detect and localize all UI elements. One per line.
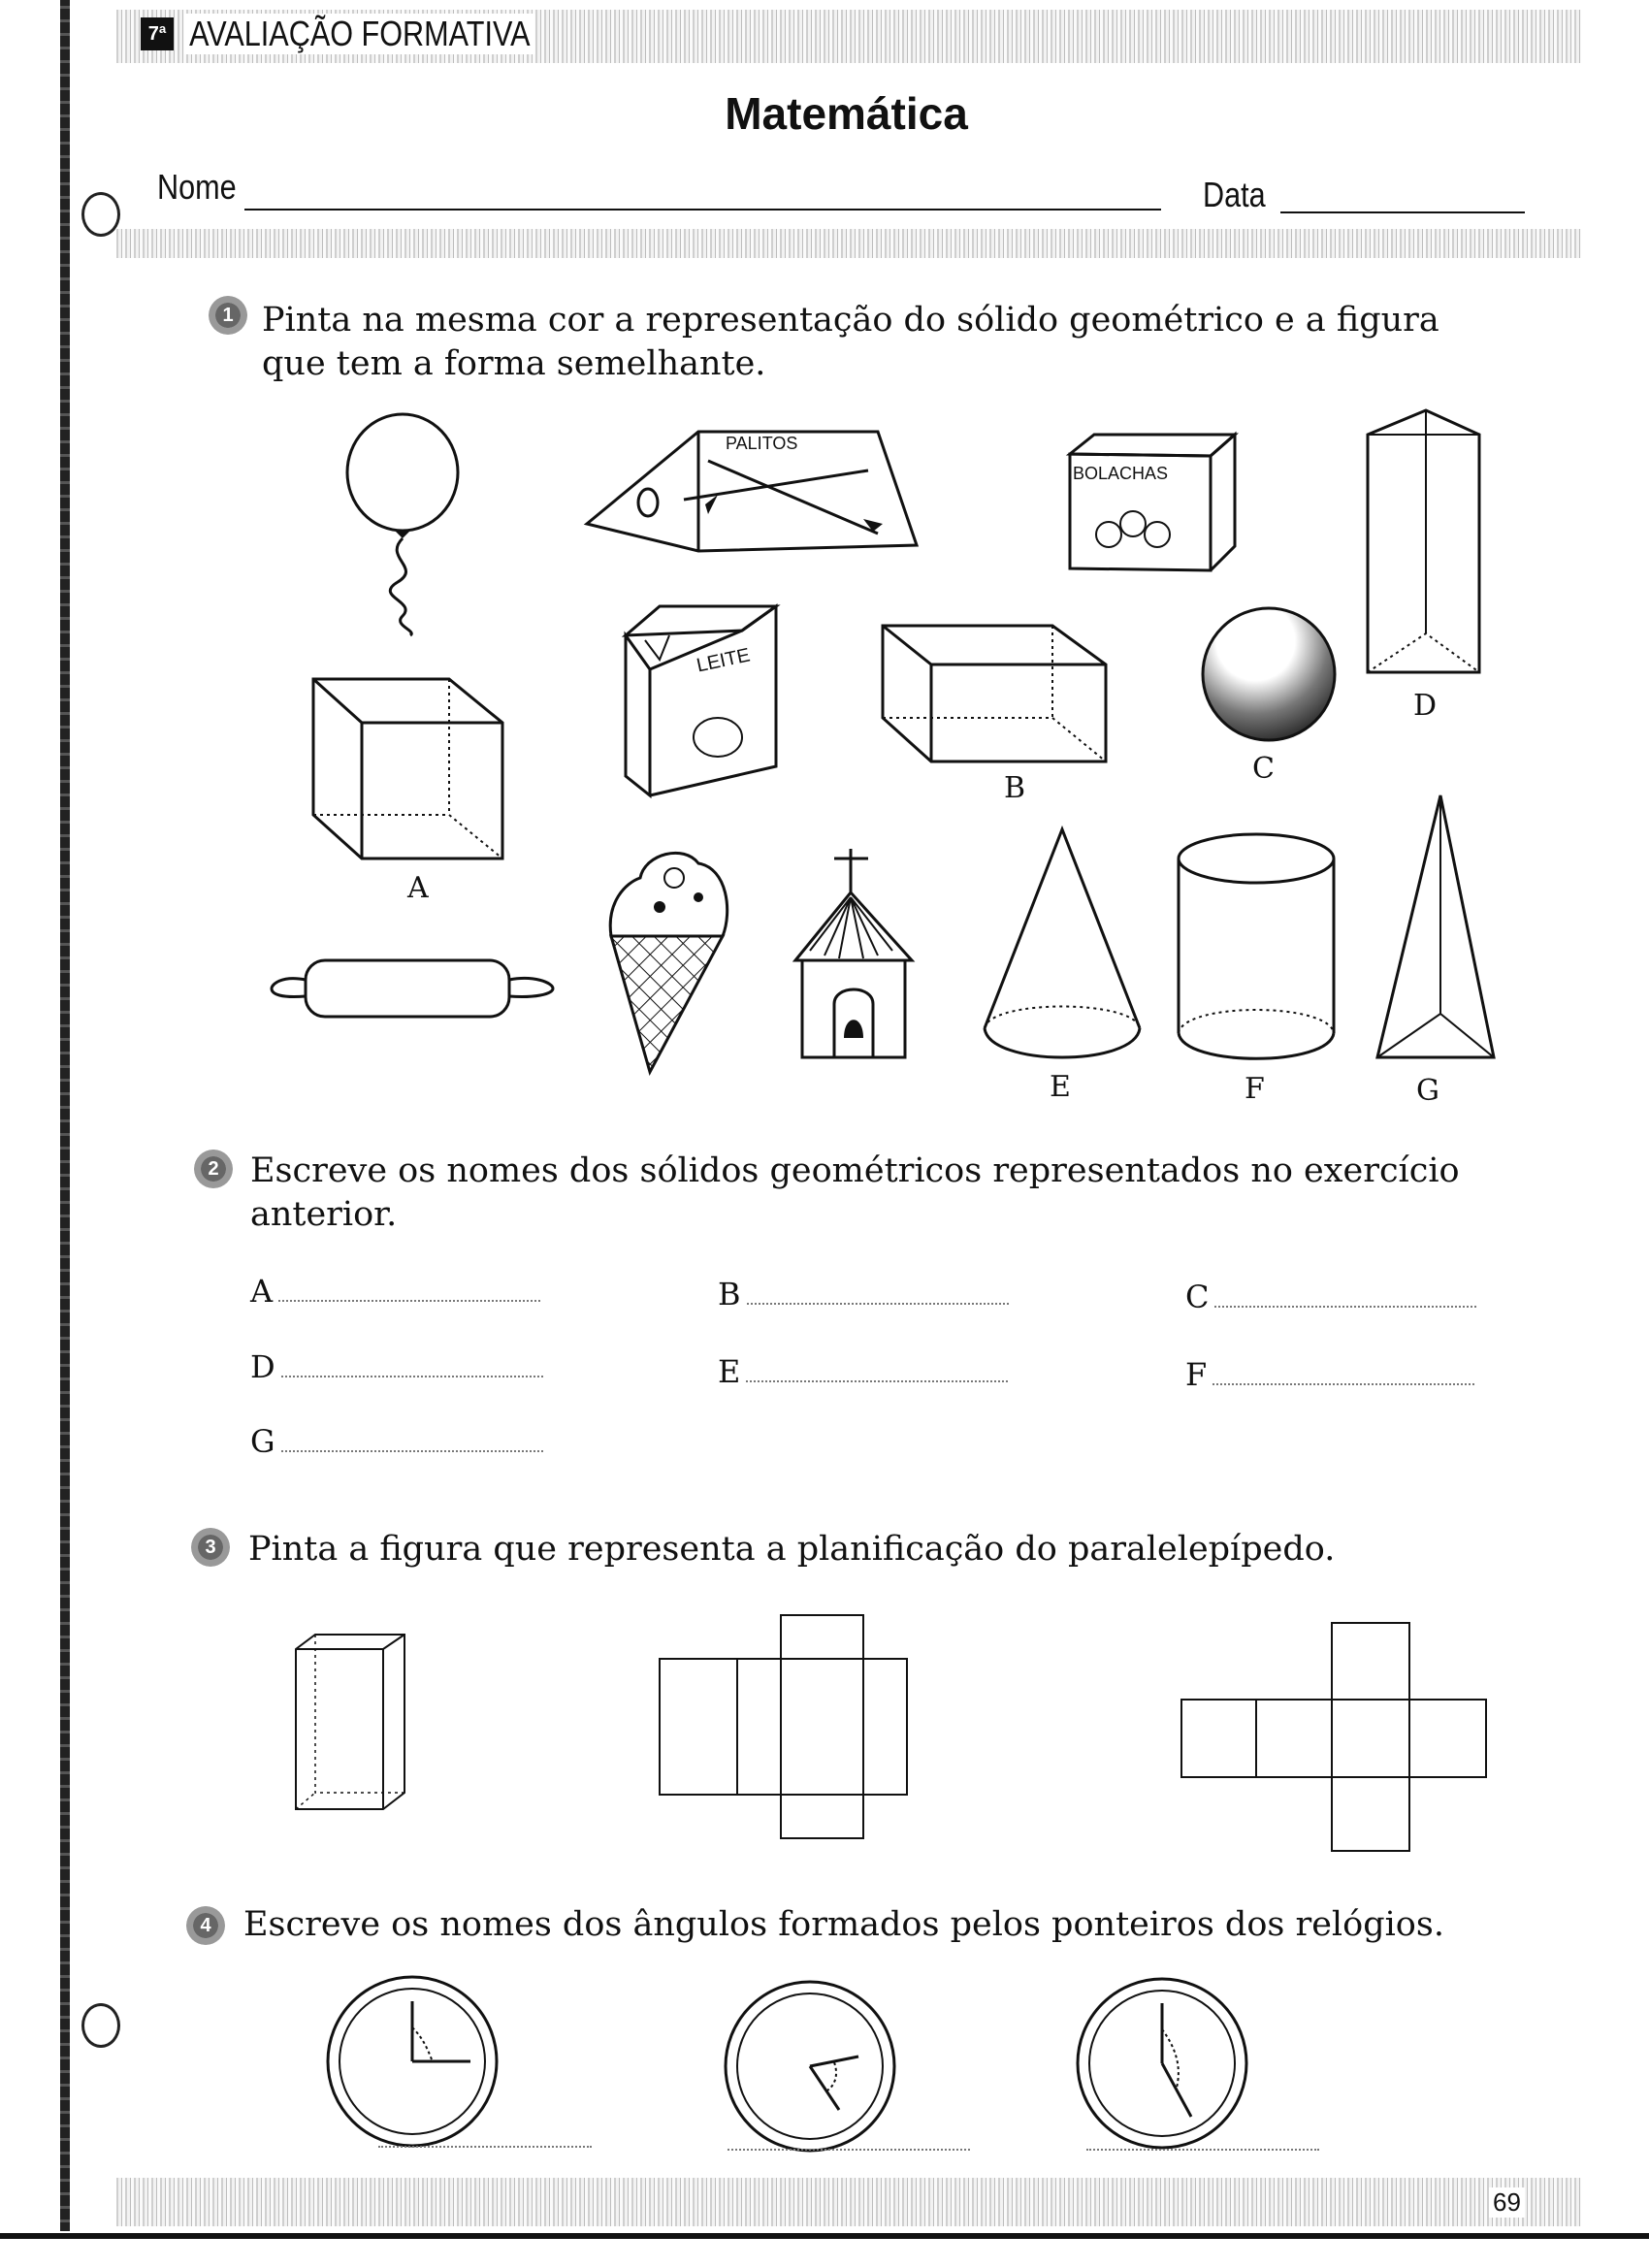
milk-carton-icon bbox=[621, 601, 781, 800]
assessment-title: AVALIAÇÃO FORMATIVA bbox=[184, 14, 535, 54]
cookie-box-icon bbox=[1065, 430, 1240, 575]
header-strip-bottom bbox=[116, 229, 1581, 258]
cuboid-figure bbox=[291, 1630, 412, 1814]
clock-icon-2 bbox=[723, 1979, 897, 2154]
edition-badge: 7ª bbox=[141, 17, 174, 50]
question-number: 4 bbox=[186, 1906, 225, 1945]
question-2-text: Escreve os nomes dos sólidos geométricos representados no exercício anterior. bbox=[250, 1151, 1460, 1234]
question-3-text: Pinta a figura que representa a planificação do paralelepípedo. bbox=[248, 1530, 1336, 1569]
solid-label-c: C bbox=[1252, 752, 1275, 786]
rectangular-prism-b bbox=[878, 621, 1111, 766]
answer-field-c[interactable]: C bbox=[1185, 1279, 1476, 1315]
answer-field-f[interactable]: F bbox=[1185, 1356, 1474, 1393]
page-number: 69 bbox=[1489, 2187, 1525, 2218]
answer-field-d[interactable]: D bbox=[250, 1348, 543, 1385]
clock-answer-2[interactable] bbox=[728, 2149, 970, 2151]
clock-answer-1[interactable] bbox=[378, 2146, 592, 2148]
solid-label-g: G bbox=[1416, 1074, 1439, 1108]
date-line[interactable] bbox=[1280, 211, 1525, 213]
question-number: 2 bbox=[194, 1150, 233, 1188]
binding-edge bbox=[60, 0, 70, 2231]
solid-label-b: B bbox=[1004, 771, 1026, 805]
footer-strip bbox=[116, 2178, 1581, 2226]
clock-icon-3 bbox=[1075, 1976, 1249, 2151]
pyramid-g bbox=[1373, 791, 1499, 1062]
name-label: Nome bbox=[157, 167, 237, 207]
cookie-box-label: BOLACHAS bbox=[1073, 464, 1169, 483]
name-line[interactable] bbox=[244, 209, 1161, 211]
question-number: 1 bbox=[209, 296, 247, 335]
cube-a bbox=[308, 674, 507, 863]
answer-field-b[interactable]: B bbox=[718, 1276, 1009, 1312]
solid-label-e: E bbox=[1050, 1070, 1071, 1104]
punch-hole bbox=[81, 192, 120, 237]
date-label: Data bbox=[1203, 175, 1266, 214]
subject-title: Matemática bbox=[725, 88, 968, 139]
net-option-2[interactable] bbox=[1179, 1618, 1489, 1856]
question-4-text: Escreve os nomes dos ângulos formados pelos ponteiros dos relógios. bbox=[243, 1905, 1444, 1944]
triangular-prism-d bbox=[1363, 405, 1489, 677]
ice-cream-icon bbox=[606, 844, 732, 1077]
toothpick-box-label: PALITOS bbox=[726, 434, 798, 453]
bell-tower-icon bbox=[791, 844, 917, 1062]
answer-field-e[interactable]: E bbox=[718, 1353, 1008, 1390]
net-option-1[interactable] bbox=[655, 1610, 912, 1843]
milk-carton-label: LEITE bbox=[695, 644, 753, 677]
cone-e bbox=[980, 825, 1145, 1067]
scan-bottom-edge bbox=[0, 2233, 1649, 2239]
solid-label-d: D bbox=[1413, 689, 1438, 723]
answer-field-a[interactable]: A bbox=[250, 1273, 540, 1310]
sphere-c bbox=[1201, 606, 1342, 747]
solid-label-a: A bbox=[407, 871, 429, 905]
cylinder-f bbox=[1174, 829, 1339, 1067]
clock-icon-1 bbox=[325, 1974, 500, 2149]
question-1-text: Pinta na mesma cor a representação do sólido geométrico e a figura que tem a forma semelhante. bbox=[262, 301, 1439, 383]
balloon-icon bbox=[344, 412, 470, 635]
answer-field-g[interactable]: G bbox=[250, 1423, 543, 1460]
clock-answer-3[interactable] bbox=[1086, 2149, 1319, 2151]
rolling-pin-icon bbox=[267, 956, 558, 1023]
solid-label-f: F bbox=[1245, 1072, 1265, 1106]
question-number: 3 bbox=[191, 1528, 230, 1567]
punch-hole bbox=[81, 2003, 120, 2048]
